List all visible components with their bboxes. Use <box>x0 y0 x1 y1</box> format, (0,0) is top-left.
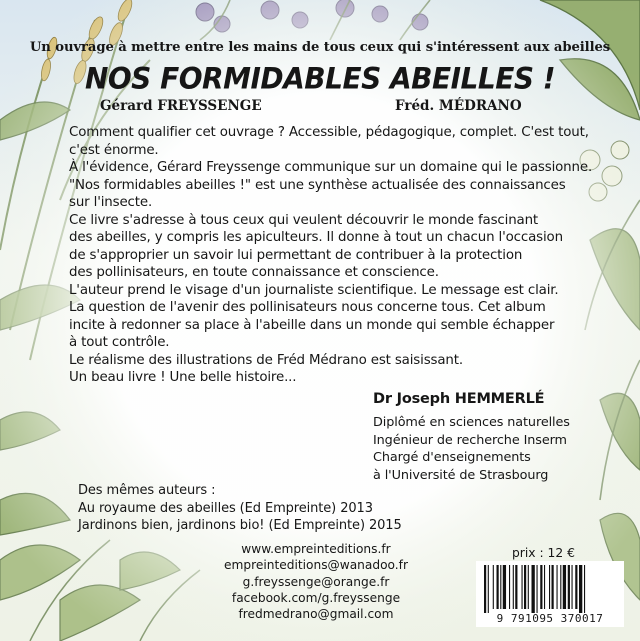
barcode-bar <box>552 565 554 609</box>
review-line: sur l'insecte. <box>69 195 153 210</box>
review-text <box>69 124 593 387</box>
author-name: Gérard FREYSSENGE <box>100 98 262 114</box>
reviewer-credentials <box>373 414 570 484</box>
barcode-bar <box>537 565 538 613</box>
barcode-bar <box>500 565 501 609</box>
website-link[interactable]: www.empreinteditions.fr <box>241 542 391 556</box>
barcode-bar <box>572 565 573 609</box>
barcode-bar <box>540 565 542 609</box>
review-line: Comment qualifier cet ouvrage ? Accessible, pédagogique, complet. C'est tout, <box>69 125 589 140</box>
book-title: NOS FORMIDABLES ABEILLES ! <box>84 61 556 96</box>
credential-line: Diplômé en sciences naturelles <box>373 415 570 430</box>
review-line: des pollinisateurs, en toute connaissance et conscience. <box>69 265 439 280</box>
credential-line: à l'Université de Strasbourg <box>373 467 549 483</box>
barcode-bar <box>575 565 577 609</box>
review-line: incite à redonner sa place à l'abeille dans un monde qui semble échapper <box>69 317 555 333</box>
barcode-bar <box>493 565 494 609</box>
review-line: Ce livre s'adresse à tous ceux qui veulent découvrir le monde fascinant <box>69 212 539 228</box>
barcode-bar <box>532 565 535 613</box>
review-line: Un beau livre ! Une belle histoire... <box>69 370 297 385</box>
credential-line: Chargé d'enseignements <box>373 450 531 465</box>
review-line: "Nos formidables abeilles !" est une synthèse actualisée des connaissances <box>69 177 566 193</box>
barcode-bars <box>482 565 618 613</box>
also-by-heading: Des mêmes auteurs : <box>78 483 216 498</box>
credential-line: Ingénieur de recherche Inserm <box>373 432 567 448</box>
book-entry: Jardinons bien, jardinons bio! (Ed Empreinte) 2015 <box>78 518 402 533</box>
price-label: prix : 12 € <box>512 546 575 560</box>
review-line: La question de l'avenir des pollinisateurs nous concerne tous. Cet album <box>69 300 546 315</box>
reviewer-name: Dr Joseph HEMMERLÉ <box>373 391 545 407</box>
barcode-bar <box>522 565 523 609</box>
book-entry: Au royaume des abeilles (Ed Empreinte) 2013 <box>78 500 373 516</box>
barcode-bar <box>557 565 558 609</box>
barcode-bar <box>584 565 585 613</box>
barcode-bar <box>560 565 561 609</box>
illustrator-name: Fréd. MÉDRANO <box>395 98 522 114</box>
barcode-bar <box>549 565 550 609</box>
review-line: des abeilles, y compris les apiculteurs. Il donne à tout un chacun l'occasion <box>69 230 563 245</box>
barcode-bar <box>509 565 510 609</box>
review-line: c'est énorme. <box>69 142 159 158</box>
publisher-email[interactable]: empreinteditions@wanadoo.fr <box>224 558 408 573</box>
author-email[interactable]: g.freyssenge@orange.fr <box>242 574 390 589</box>
barcode-bar <box>528 565 529 609</box>
review-line: À l'évidence, Gérard Freyssenge communique sur un domaine qui le passionne. <box>69 160 593 175</box>
barcode-bar <box>563 565 566 609</box>
barcode-bar <box>488 565 489 613</box>
review-line: à tout contrôle. <box>69 335 170 350</box>
contact-list <box>200 541 432 622</box>
barcode-bar <box>497 565 499 609</box>
isbn-barcode <box>476 561 624 627</box>
barcode-bar <box>484 565 486 613</box>
barcode-bar <box>568 565 570 609</box>
review-line: L'auteur prend le visage d'un journaliste scientifique. Le message est clair. <box>69 282 559 298</box>
barcode-bar <box>524 565 526 609</box>
barcode-bar <box>503 565 506 609</box>
also-by-authors <box>78 482 402 535</box>
illustrator-email[interactable]: fredmedrano@gmail.com <box>238 607 394 622</box>
barcode-bar <box>513 565 514 609</box>
barcode-bar <box>579 565 582 613</box>
isbn-digits: 9 791095 370017 <box>496 612 604 625</box>
barcode-bar <box>544 565 545 609</box>
barcode-bar <box>515 565 517 609</box>
tagline: Un ouvrage à mettre entre les mains de tous ceux qui s'intéressent aux abeilles <box>29 40 611 55</box>
review-line: Le réalisme des illustrations de Fréd Médrano est saisissant. <box>69 352 463 368</box>
facebook-link[interactable]: facebook.com/g.freyssenge <box>231 590 401 605</box>
review-line: de s'approprier un savoir lui permettant de contribuer à la protection <box>69 247 523 263</box>
